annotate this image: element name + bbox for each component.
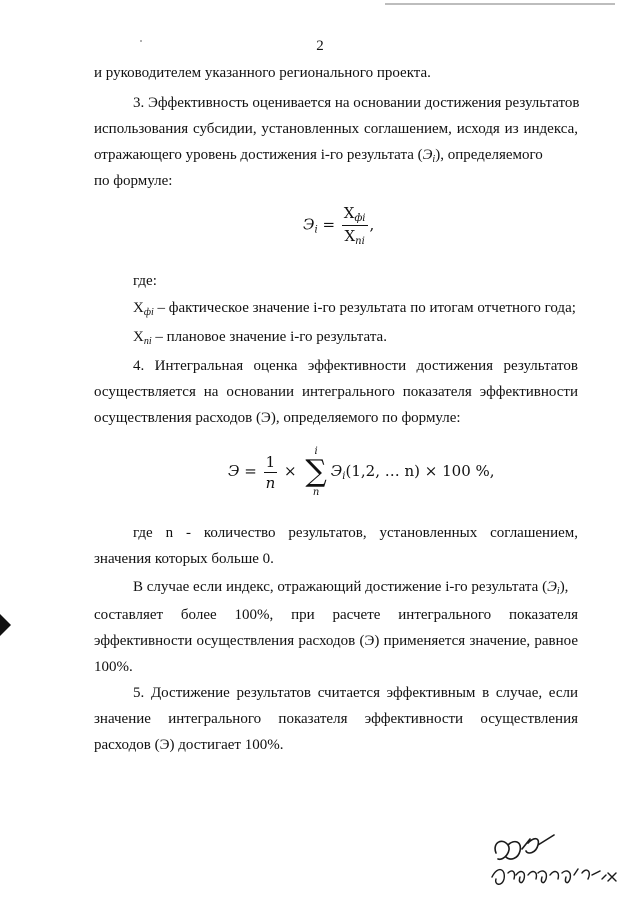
paragraph-5-line-3: расходов (Э) достигает 100%. [94,737,284,753]
page-number: 2 [316,38,324,54]
paragraph-4-line-1: 4. Интегральная оценка эффективности достижения результатов [133,358,578,374]
def-text: – плановое значение i-го результата. [151,329,387,345]
formula-integral [228,446,495,498]
paragraph-5-line-1: 5. Достижение результатов считается эффективным в случае, если [133,685,578,701]
def-subscript: пi [143,336,152,347]
paragraph-3-line-3 [94,146,578,169]
def-symbol: X [133,300,144,316]
formula-fraction [342,204,368,247]
where-n-line-2: значения которых больше 0. [94,551,274,567]
formula-lhs: Э = [228,462,262,480]
index-subscript: i [432,154,436,165]
def-symbol: X [133,329,144,345]
paragraph-3-line-3-start [94,146,543,169]
index-subscript: i [556,586,560,597]
fraction-numerator [342,204,368,226]
paragraph-3-line-2: использования субсидии, установленных соглашением, исходя из индекса, [94,121,578,137]
numerator-sub: фi [354,213,366,224]
denominator-symbol: X [344,227,356,245]
paragraph-4-line-3: осуществления расходов (Э), определяемого по формуле: [94,410,461,426]
sum-term: Э [330,462,343,480]
def-text: – фактическое значение i-го результата по итогам отчетного года; [153,300,576,316]
formula-lhs: Э [303,215,315,234]
text-fragment: отражающего уровень достижения i-го результата ( [94,147,423,163]
fraction-numerator: 1 [264,453,278,473]
index-symbol: Э [547,579,557,595]
formula-equals: = [317,215,340,234]
text-fragment: ), определяемого [435,147,543,163]
text-fragment: ), [559,579,569,595]
case-line-2: составляет более 100%, при расчете интегрального показателя [94,607,578,623]
sum-term-sub: i [342,471,346,482]
sum-operator [305,446,326,498]
index-symbol: Э [422,147,433,163]
numerator-symbol: X [343,204,355,222]
sum-upper-limit: i [314,446,318,457]
where-label: где: [133,273,157,289]
text-fragment: В случае если индекс, отражающий достижение i-го результата ( [133,579,548,595]
handwritten-signature [478,825,628,895]
formula-index [303,204,374,247]
case-line-1 [133,578,578,601]
text-line: и руководителем указанного регионального проекта. [94,65,431,81]
scan-edge-marker [0,614,11,636]
case-line-3: эффективности осуществления расходов (Э) применяется значение, равное [94,633,578,649]
where-n-line-1: где n - количество результатов, установленных соглашением, [133,525,578,541]
scan-artifact-line [385,3,615,5]
def-subscript: фi [143,307,154,318]
definition-plan [133,328,617,351]
paragraph-5-line-2: значение интегрального показателя эффективности осуществления [94,711,578,727]
fraction-denominator: n [265,473,276,492]
formula-fraction [264,453,278,492]
paragraph-4-line-2: осуществляется на основании интегрального показателя эффективности [94,384,578,400]
times-sign: × [279,462,302,480]
denominator-sub: пi [355,236,365,247]
formula-comma: , [369,215,375,234]
formula-lhs-sub: i [314,224,318,236]
sum-symbol: ∑ [305,454,327,489]
fraction-denominator [342,226,368,247]
paragraph-3-line-4: по формуле: [94,173,173,189]
paragraph-3-line-1: 3. Эффективность оценивается на основании достижения результатов [133,95,580,111]
sum-lower-limit: n [312,487,320,498]
definition-fact [133,299,617,322]
case-line-4: 100%. [94,659,133,675]
sum-args: (1,2, … n) × 100 %, [345,462,495,480]
